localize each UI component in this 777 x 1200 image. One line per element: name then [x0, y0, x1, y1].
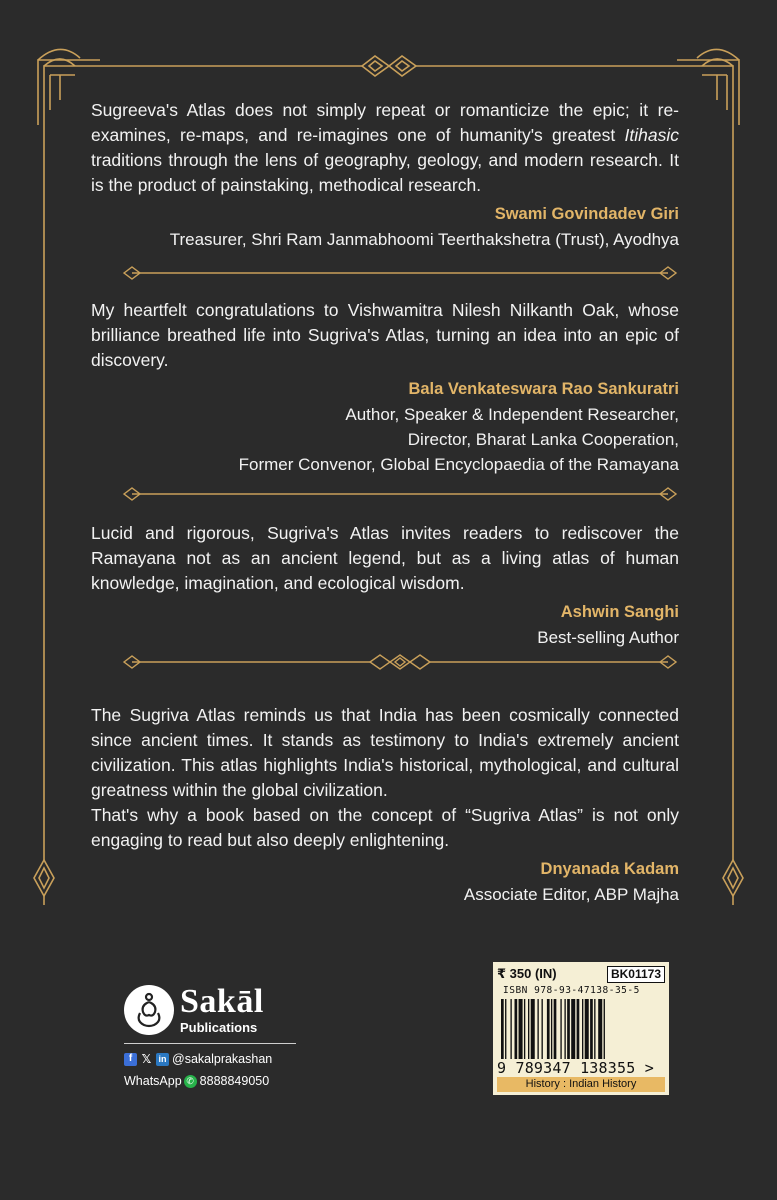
whatsapp-number: 8888849050 — [199, 1074, 270, 1088]
book-code: BK01173 — [607, 966, 665, 983]
barcode — [499, 999, 663, 1059]
quote-2-role-1: Author, Speaker & Independent Researcher, — [345, 405, 679, 424]
quote-3-author: Ashwin Sanghi — [560, 603, 679, 621]
quote-4-text: The Sugriva Atlas reminds us that India has been cosmically connected since ancient times. It stands as testimony to India's extremely ancient civilization. This atlas highlights India's historical, mythological, and cultural greatness within the global civilization. — [91, 705, 679, 800]
quote-3 — [91, 521, 679, 650]
quote-1 — [91, 98, 679, 252]
publisher-logo — [124, 985, 304, 1035]
social-handle: @sakalprakashan — [172, 1052, 273, 1066]
quote-2-attribution — [91, 377, 679, 477]
quote-4-author: Dnyanada Kadam — [540, 860, 679, 878]
quote-4-role: Associate Editor, ABP Majha — [463, 885, 679, 904]
facebook-icon: f — [124, 1053, 137, 1066]
quote-3-role: Best-selling Author — [537, 628, 679, 647]
x-icon: 𝕏 — [141, 1052, 152, 1066]
quote-3-attribution — [91, 600, 679, 650]
quote-3-text: Lucid and rigorous, Sugriva's Atlas invites readers to rediscover the Ramayana not as an ancient legend, but as a living atlas of human knowledge, imagination, and ecological wisdom. — [91, 523, 679, 593]
divider-1 — [120, 263, 680, 283]
quote-2-text: My heartfelt congratulations to Vishwamitra Nilesh Nilkanth Oak, whose brilliance breathed life into Sugriva's Atlas, turning an idea into an epic of discovery. — [91, 300, 679, 370]
price: ₹ 350 (IN) — [497, 966, 557, 981]
quote-4 — [91, 703, 679, 907]
quote-1-author: Swami Govindadev Giri — [494, 205, 679, 223]
price-barcode-box — [493, 962, 669, 1095]
isbn: ISBN 978-93-47138-35-5 — [503, 985, 640, 996]
linkedin-icon: in — [156, 1053, 169, 1066]
logo-separator — [124, 1043, 296, 1044]
whatsapp-row — [124, 1072, 304, 1090]
whatsapp-label: WhatsApp — [124, 1074, 182, 1088]
barcode-digits: 9 789347 138355 > — [497, 1059, 654, 1077]
quote-4-attribution — [91, 857, 679, 907]
category-label: History : Indian History — [497, 1077, 665, 1092]
divider-2 — [120, 484, 680, 504]
publisher-brand: Sakāl — [180, 983, 264, 1020]
publisher-sub: Publications — [180, 1020, 258, 1035]
quote-4-text-2: That's why a book based on the concept of “Sugriva Atlas” is not only engaging to read but also deeply enlightening. — [91, 805, 679, 850]
quote-1-text: Sugreeva's Atlas does not simply repeat or romanticize the epic; it re-examines, re-maps, and re-imagines one of humanity's greatest Itihasic traditions through the lens of geography, geology, and modern research. It is the product of painstaking, methodical research. — [91, 100, 679, 195]
quote-2 — [91, 298, 679, 477]
sakal-emblem-icon — [124, 985, 174, 1035]
quote-1-italic-word: Itihasic — [624, 125, 679, 145]
social-row — [124, 1050, 304, 1068]
quote-2-role-2: Director, Bharat Lanka Cooperation, — [407, 430, 679, 449]
whatsapp-icon: ✆ — [184, 1075, 197, 1088]
quote-2-role-3: Former Convenor, Global Encyclopaedia of the Ramayana — [238, 455, 679, 474]
publisher-logo-block — [124, 985, 304, 1090]
quote-1-role: Treasurer, Shri Ram Janmabhoomi Teerthakshetra (Trust), Ayodhya — [169, 230, 679, 249]
divider-3 — [120, 652, 680, 672]
quote-2-author: Bala Venkateswara Rao Sankuratri — [408, 380, 679, 398]
quote-1-attribution — [91, 202, 679, 252]
